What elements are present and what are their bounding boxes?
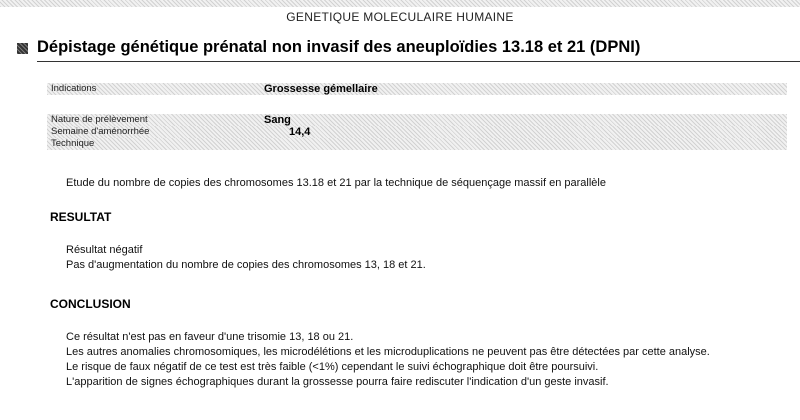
sample-label: Nature de prélèvement: [51, 114, 148, 125]
indications-label: Indications: [51, 83, 97, 94]
header-band: [0, 0, 800, 7]
conclusion-line: Ce résultat n'est pas en faveur d'une trisomie 13, 18 ou 21.: [66, 331, 354, 343]
conclusion-text: [66, 330, 766, 390]
department-title: GENETIQUE MOLECULAIRE HUMAINE: [286, 10, 514, 24]
conclusion-line: Le risque de faux négatif de ce test est très faible (<1%) cependant le suivi échographique doit être poursuivi.: [66, 361, 599, 373]
result-text: [66, 243, 766, 273]
indications-block: [47, 83, 787, 95]
indications-value: Grossesse gémellaire: [264, 83, 378, 95]
weeks-row: [47, 126, 787, 138]
sample-value: Sang: [264, 114, 291, 126]
report-title: Dépistage génétique prénatal non invasif des aneuploïdies 13.18 et 21 (DPNI): [37, 38, 641, 56]
sample-row: [47, 114, 787, 126]
weeks-value: 14,4: [289, 126, 311, 138]
weeks-label: Semaine d'aménorrhée: [51, 126, 150, 137]
result-line: Pas d'augmentation du nombre de copies des chromosomes 13, 18 et 21.: [66, 259, 426, 271]
conclusion-line: Les autres anomalies chromosomiques, les microdélétions et les microduplications ne peuvent pas être détectées par cette analyse.: [66, 346, 710, 358]
title-bullet-icon: [17, 43, 28, 54]
report-title-row: [17, 38, 787, 64]
result-line: Résultat négatif: [66, 244, 143, 256]
technique-description: Etude du nombre de copies des chromosomes 13.18 et 21 par la technique de séquençage massif en parallèle: [66, 177, 606, 189]
result-heading: RESULTAT: [50, 210, 112, 224]
indications-row: [47, 83, 787, 95]
conclusion-line: L'apparition de signes échographiques durant la grossesse pourra faire rediscuter l'indication d'un geste invasif.: [66, 376, 609, 388]
technique-label: Technique: [51, 138, 95, 149]
conclusion-heading: CONCLUSION: [50, 297, 131, 311]
technique-row: [47, 138, 787, 150]
sample-info-block: [47, 114, 787, 150]
title-divider: [37, 61, 800, 62]
